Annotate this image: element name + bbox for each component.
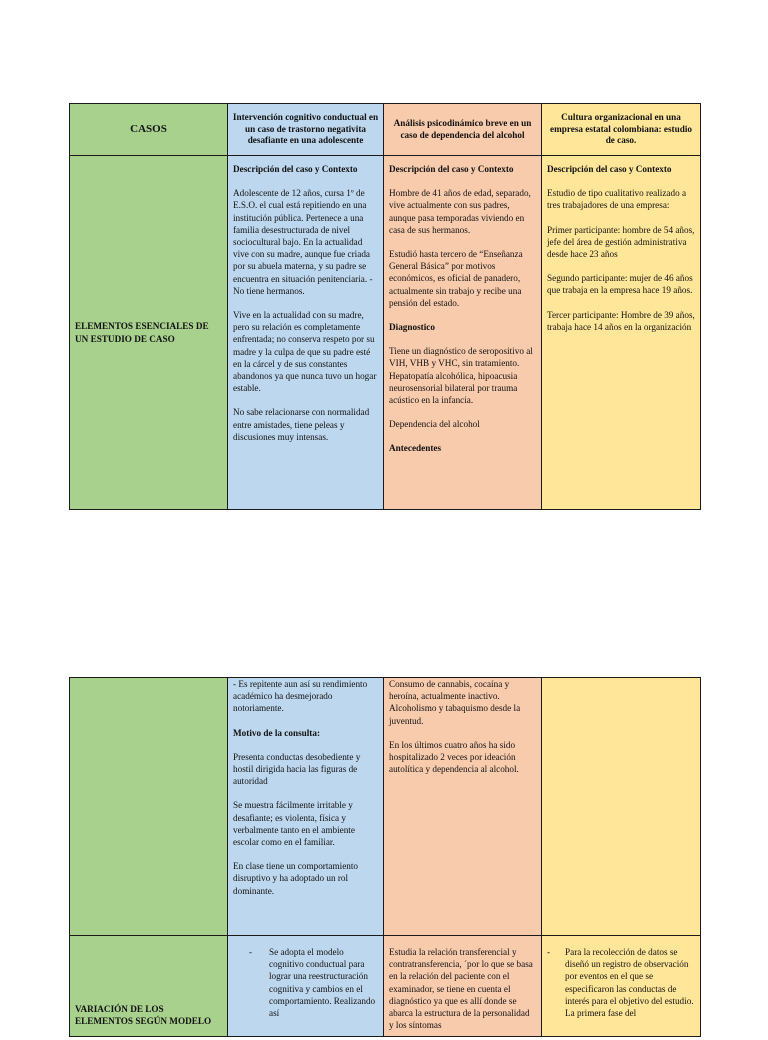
paragraph: Tercer participante: Hombre de 39 años, trabaja hace 14 años en la organización xyxy=(547,309,695,332)
row-label-variation-text: VARIACIÓN DE LOS ELEMENTOS SEGÚN MODELO xyxy=(75,1004,212,1027)
paragraph: Tiene un diagnóstico de seropositivo al VIH, VHB y VHC, sin tratamiento. Hepatopatía alcohólica, hipoacusia neurosensorial bilateral por trauma acústico en la infancia. xyxy=(389,346,533,406)
cell-psychodynamic-variation xyxy=(384,936,542,1037)
cell-psychodynamic-continued xyxy=(384,678,542,936)
paragraph: Segundo participante: mujer de 46 años que trabaja en la empresa hace 19 años. xyxy=(547,273,693,296)
paragraph: Presenta conductas desobediente y hostil dirigida hacia las figuras de autoridad xyxy=(233,751,361,787)
section-title-consultation: Motivo de la consulta: xyxy=(233,727,321,738)
cell-organizational-continued xyxy=(542,678,701,936)
bullet-dash: - xyxy=(249,947,253,957)
section-title: Descripción del caso y Contexto xyxy=(389,164,514,174)
paragraph: En los últimos cuatro años ha sido hospitalizado 2 veces por ideación autolítica y dependencia al alcohol. xyxy=(389,739,519,775)
cell-cognitive-continued xyxy=(228,678,384,936)
row-label-variation xyxy=(70,936,228,1037)
paragraph: Para la recolección de datos se diseñó un registro de observación por eventos en el que se especificaron las conductas de interés para el objetivo del estudio. La primera fase del xyxy=(565,947,694,1019)
paragraph: Consumo de cannabis, cocaína y heroína, actualmente inactivo. Alcoholismo y tabaquismo desde la juventud. xyxy=(389,679,521,726)
cell-psychodynamic-description xyxy=(384,156,542,510)
header-col-cognitive: Intervención cognitivo conductual en un caso de trastorno negativita desafiante en una adolescente xyxy=(228,104,384,156)
paragraph: - Es repitente aun así su rendimiento académico ha desmejorado notoriamente. xyxy=(233,679,368,714)
paragraph: Hombre de 41 años de edad, separado, vive actualmente con sus padres, aunque pasa temporadas viviendo en casa de sus hermanos. xyxy=(389,188,531,235)
cases-table-page-2 xyxy=(69,677,701,1037)
row-essential-elements-continued xyxy=(70,678,701,936)
row-essential-elements xyxy=(70,156,701,510)
header-casos: CASOS xyxy=(70,104,228,156)
bullet-dash: - xyxy=(547,947,551,957)
paragraph: Estudió hasta tercero de “Enseñanza General Básica” por motivos económicos, es oficial de panadero, actualmente sin trabajo y recibe una pensión del estado. xyxy=(389,249,523,308)
row-variation-elements xyxy=(70,936,701,1037)
header-col-psychodynamic: Análisis psicodinámico breve en un caso de dependencia del alcohol xyxy=(384,104,542,156)
section-title: Descripción del caso y Contexto xyxy=(233,164,358,174)
cell-cognitive-variation xyxy=(228,936,384,1037)
cases-table-page-1 xyxy=(69,103,701,510)
paragraph: Estudio de tipo cualitativo realizado a tres trabajadores de una empresa: xyxy=(547,188,687,211)
section-title: Descripción del caso y Contexto xyxy=(547,164,672,174)
paragraph: En clase tiene un comportamiento disruptivo y ha adoptado un rol dominante. xyxy=(233,861,359,896)
paragraph: Estudia la relación transferencial y contratransferencia, ´por lo que se basa en la relación del paciente con el examinador, se tiene en cuenta el diagnóstico ya que es allí donde se abarca la estructura de la personalidad y los síntomas xyxy=(389,947,533,1031)
paragraph: Se muestra fácilmente irritable y desafiante; es violenta, física y verbalmente tanto en el ambiente escolar como en el familiar. xyxy=(233,800,355,848)
section-title-diagnosis: Diagnostico xyxy=(389,322,435,333)
row-label-empty xyxy=(70,678,228,936)
header-col-organizational: Cultura organizacional en una empresa estatal colombiana: estudio de caso. xyxy=(542,104,701,156)
cell-organizational-variation xyxy=(542,936,701,1037)
section-title-background: Antecedentes xyxy=(389,443,442,454)
cell-organizational-description xyxy=(542,156,701,510)
header-row xyxy=(70,104,701,156)
paragraph: Primer participante: hombre de 54 años, jefe del área de gestión administrativa desde hace 23 años xyxy=(547,224,695,260)
paragraph: No sabe relacionarse con normalidad entre amistades, tiene peleas y discusiones muy intensas. xyxy=(233,407,370,442)
paragraph: Vive en la actualidad con su madre, pero su relación es completamente enfrentada; no conserva respeto por su madre y la culpa de que su padre esté en la cárcel y de sus constantes abandonos ya que nunca tuvo un hogar estable. xyxy=(233,310,377,394)
cell-cognitive-description xyxy=(228,156,384,510)
paragraph: Adolescente de 12 años, cursa 1º de E.S.O. el cual está repitiendo en una institución pública. Pertenece a una familia desestructurada de nivel sociocultural bajo. En la actualidad vive con su madre, aunque fue criada por su abuela materna, y su padre se encuentra en situación penitenciaria. - No tiene hermanos. xyxy=(233,188,373,296)
row-label-essential-elements: ELEMENTOS ESENCIALES DE UN ESTUDIO DE CASO xyxy=(70,156,228,510)
paragraph: Dependencia del alcohol xyxy=(389,419,480,430)
paragraph: Se adopta el modelo cognitivo conductual para lograr una reestructuración cognitiva y cambios en el comportamiento. Realizando así xyxy=(269,947,376,1019)
